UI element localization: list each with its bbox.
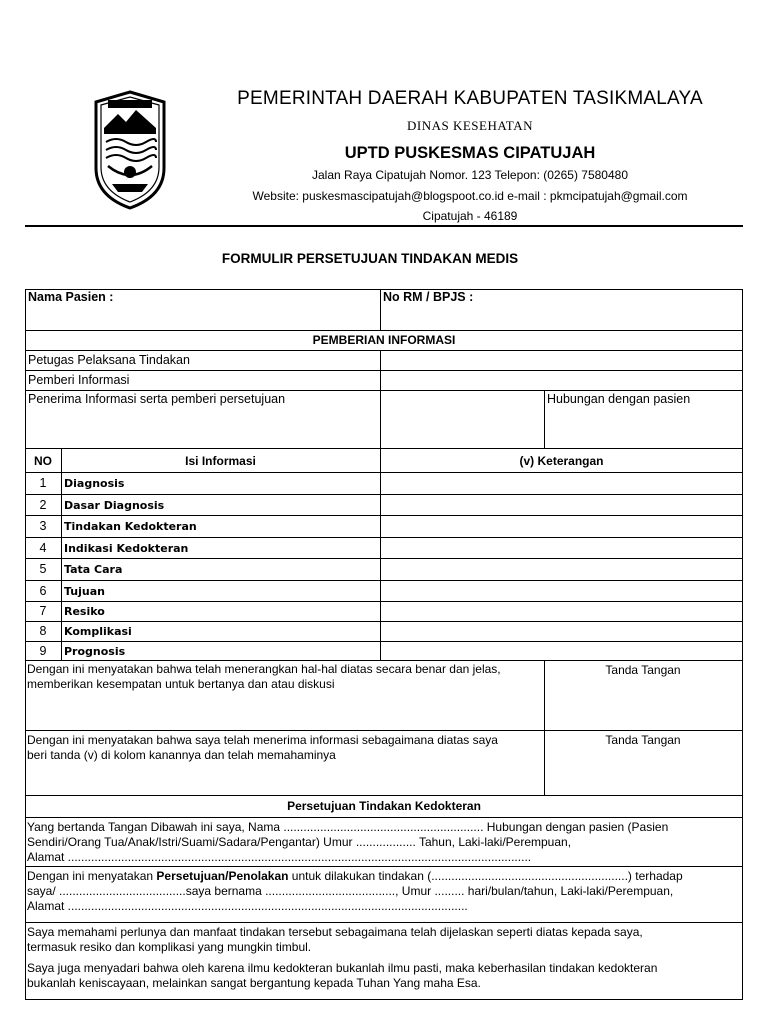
col-divider bbox=[61, 448, 62, 660]
item-number: 1 bbox=[39, 476, 47, 490]
col-info-header: Isi Informasi bbox=[185, 454, 256, 468]
consent-identity-line: Yang bertanda Tangan Dibawah ini saya, Nama ............................................................ Hubungan dengan pasien (Pasien bbox=[27, 820, 669, 834]
col-no-header: NO bbox=[34, 454, 52, 468]
closing-awareness-line: bukanlah keniscayaan, melainkan sangat bergantung kepada Tuhan Yang maha Esa. bbox=[27, 976, 481, 990]
row-divider bbox=[25, 537, 743, 538]
government-heading: PEMERINTAH DAERAH KABUPATEN TASIKMALAYA bbox=[237, 88, 703, 109]
item-label: Indikasi Kedokteran bbox=[64, 542, 189, 555]
item-number: 9 bbox=[39, 644, 47, 658]
item-number: 3 bbox=[39, 519, 47, 533]
consent-statement-line: saya/ ......................................saya bernama ......................................., Umur ......... hari/bulan/tahun, Laki-laki/Perempuan, bbox=[27, 884, 674, 898]
item-number: 8 bbox=[39, 624, 47, 638]
item-label: Resiko bbox=[64, 605, 105, 618]
col-divider bbox=[380, 289, 381, 330]
item-label: Tata Cara bbox=[64, 563, 123, 576]
consent-statement-line: Alamat ........................................................................................................................ bbox=[27, 899, 468, 913]
row-divider bbox=[25, 494, 743, 495]
item-label: Diagnosis bbox=[64, 477, 125, 490]
statement-informer-line: Dengan ini menyatakan bahwa telah menerangkan hal-hal diatas secara benar dan jelas, bbox=[27, 662, 501, 676]
row-divider bbox=[25, 866, 743, 867]
row-divider bbox=[25, 795, 743, 796]
row-divider bbox=[25, 580, 743, 581]
row-divider bbox=[25, 621, 743, 622]
consent-identity-line: Alamat ........................................................................................................................................... bbox=[27, 850, 532, 864]
record-number-label: No RM / BPJS : bbox=[383, 290, 474, 304]
receiver-label: Penerima Informasi serta pemberi persetujuan bbox=[28, 392, 286, 406]
closing-understanding-line: Saya memahami perlunya dan manfaat tindakan tersebut sebagaimana telah dijelaskan seperti diatas kepada saya, bbox=[27, 925, 643, 939]
row-divider bbox=[25, 641, 743, 642]
item-number: 5 bbox=[39, 562, 47, 576]
item-label: Prognosis bbox=[64, 645, 126, 658]
informant-label: Pemberi Informasi bbox=[28, 373, 130, 387]
statement-receiver-line: Dengan ini menyatakan bahwa saya telah menerima informasi sebagaimana diatas saya bbox=[27, 733, 498, 747]
relation-label: Hubungan dengan pasien bbox=[547, 392, 691, 406]
row-divider bbox=[25, 390, 743, 391]
row-divider bbox=[25, 448, 743, 449]
row-divider bbox=[25, 922, 743, 923]
consent-statement-line bbox=[27, 869, 683, 884]
row-divider bbox=[25, 660, 743, 661]
consent-identity-line: Sendiri/Orang Tua/Anak/Istri/Suami/Sadara/Pengantar) Umur .................. Tahun, Laki-laki/Perempuan, bbox=[27, 835, 572, 849]
statement-informer-line: memberikan kesempatan untuk bertanya dan atau diskusi bbox=[27, 677, 335, 691]
form-title: FORMULIR PERSETUJUAN TINDAKAN MEDIS bbox=[221, 251, 519, 266]
table-border-bottom bbox=[25, 999, 743, 1000]
closing-awareness-line: Saya juga menyadari bahwa oleh karena ilmu kedokteran bukanlah ilmu pasti, maka keberhasilan tindakan kedokteran bbox=[27, 961, 658, 975]
item-label: Komplikasi bbox=[64, 625, 132, 638]
signature-receiver-label: Tanda Tangan bbox=[605, 733, 681, 747]
col-divider bbox=[544, 390, 545, 448]
section-consent-heading: Persetujuan Tindakan Kedokteran bbox=[287, 799, 481, 813]
header-divider bbox=[25, 225, 743, 227]
statement-receiver-line: beri tanda (v) di kolom kanannya dan telah memahaminya bbox=[27, 748, 336, 762]
col-divider bbox=[380, 350, 381, 660]
row-divider bbox=[25, 472, 743, 473]
row-divider bbox=[25, 817, 743, 818]
col-divider bbox=[544, 660, 545, 795]
clinic-name: UPTD PUSKESMAS CIPATUJAH bbox=[344, 144, 596, 162]
col-note-header: (v) Keterangan bbox=[519, 454, 604, 468]
clinic-postal: Cipatujah - 46189 bbox=[422, 209, 518, 223]
row-divider bbox=[25, 730, 743, 731]
consent-choice-text: Persetujuan/Penolakan bbox=[156, 869, 289, 883]
item-number: 7 bbox=[39, 604, 47, 618]
item-number: 6 bbox=[39, 584, 47, 598]
clinic-address: Jalan Raya Cipatujah Nomor. 123 Telepon: (0265) 7580480 bbox=[312, 168, 628, 182]
patient-name-label: Nama Pasien : bbox=[28, 290, 114, 304]
row-divider bbox=[25, 370, 743, 371]
item-label: Tindakan Kedokteran bbox=[64, 520, 197, 533]
row-divider bbox=[25, 515, 743, 516]
clinic-contact: Website: puskesmascipatujah@blogspoot.co.id e-mail : pkmcipatujah@gmail.com bbox=[252, 189, 688, 203]
item-number: 4 bbox=[39, 541, 47, 555]
closing-understanding-line: termasuk resiko dan komplikasi yang mungkin timbul. bbox=[27, 940, 312, 954]
signature-informer-label: Tanda Tangan bbox=[605, 663, 681, 677]
row-divider bbox=[25, 601, 743, 602]
item-label: Tujuan bbox=[64, 585, 105, 598]
row-divider bbox=[25, 330, 743, 331]
table-border-right bbox=[742, 289, 743, 999]
section-info-heading: PEMBERIAN INFORMASI bbox=[312, 333, 456, 347]
item-number: 2 bbox=[39, 498, 47, 512]
department-heading: DINAS KESEHATAN bbox=[407, 118, 533, 133]
row-divider bbox=[25, 558, 743, 559]
item-label: Dasar Diagnosis bbox=[64, 499, 165, 512]
officer-label: Petugas Pelaksana Tindakan bbox=[28, 353, 190, 367]
regency-seal-icon bbox=[90, 88, 170, 212]
consent-statement-text: untuk dilakukan tindakan (...........................................................) terhadap bbox=[288, 869, 683, 883]
row-divider bbox=[25, 350, 743, 351]
consent-statement-text: Dengan ini menyatakan bbox=[27, 869, 157, 883]
